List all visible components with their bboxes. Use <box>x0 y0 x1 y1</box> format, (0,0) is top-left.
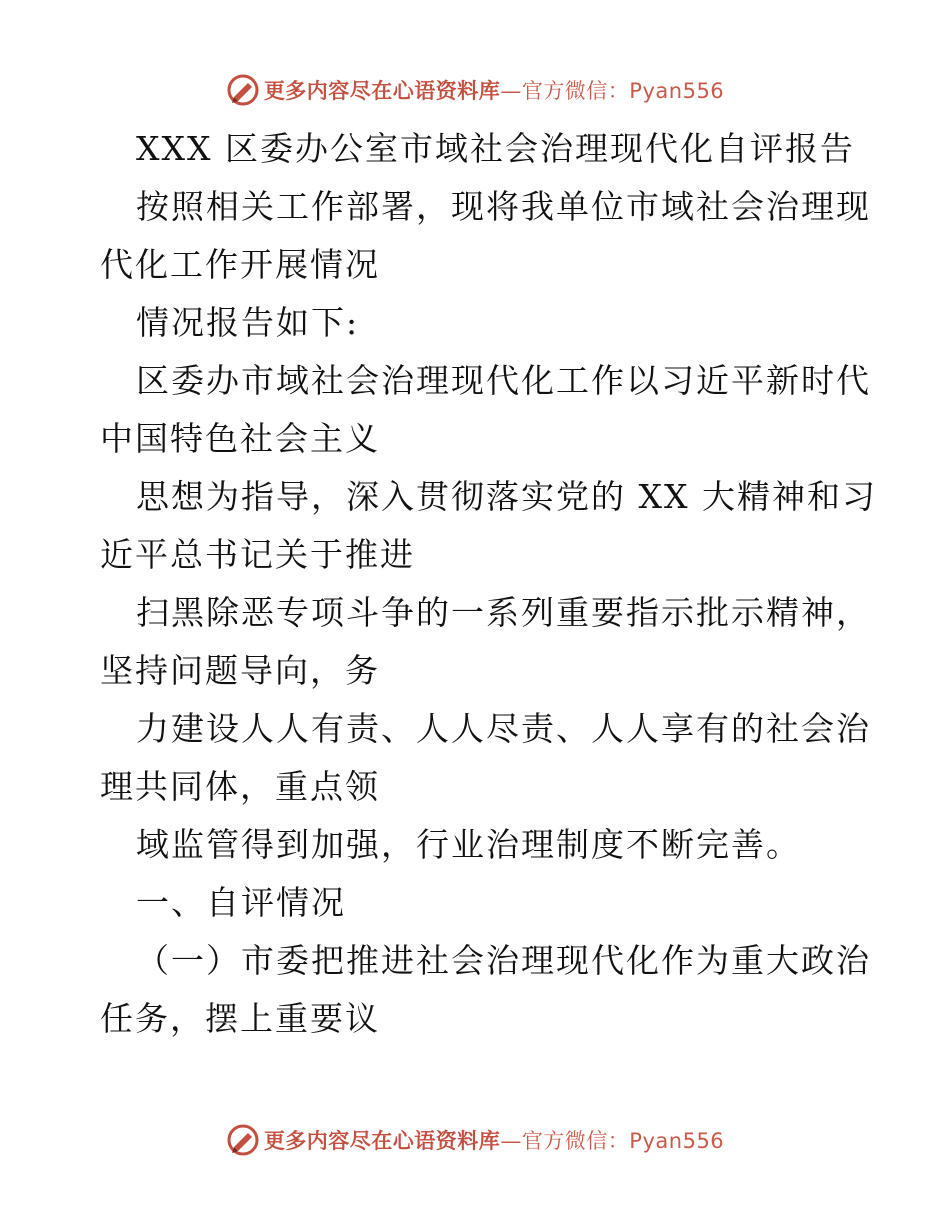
paragraph-line: 近平总书记关于推进 <box>100 535 415 574</box>
watermark-text <box>264 75 724 105</box>
paragraph-line: 力建设人人有责、人人尽责、人人享有的社会治 <box>136 709 871 748</box>
paragraph-line: 情况报告如下: <box>136 303 360 342</box>
paragraph-line: 坚持问题导向，务 <box>100 651 380 690</box>
watermark-separator: — <box>500 1129 522 1153</box>
paragraph-line: 中国特色社会主义 <box>100 419 380 458</box>
paragraph-line: 思想为指导，深入贯彻落实党的 XX 大精神和习 <box>136 477 877 516</box>
footer-watermark-banner <box>0 1120 950 1160</box>
paragraph-line: 域监管得到加强，行业治理制度不断完善。 <box>136 825 801 864</box>
watermark-main-text: 更多内容尽在心语资料库 <box>263 1129 501 1153</box>
pen-logo-icon <box>226 1123 260 1157</box>
paragraph-line: 区委办市域社会治理现代化工作以习近平新时代 <box>136 361 871 400</box>
subsection-line: （一）市委把推进社会治理现代化作为重大政治 <box>136 941 871 980</box>
paragraph-line: 任务，摆上重要议 <box>100 999 380 1038</box>
watermark-wechat-text: 官方微信：Pyan556 <box>521 1129 725 1153</box>
document-title: XXX 区委办公室市域社会治理现代化自评报告 <box>136 129 855 168</box>
paragraph-line: 按照相关工作部署，现将我单位市域社会治理现 <box>136 187 871 226</box>
watermark-separator: — <box>500 79 522 103</box>
paragraph-line: 理共同体，重点领 <box>100 767 380 806</box>
document-body <box>100 120 877 1048</box>
watermark-main-text: 更多内容尽在心语资料库 <box>263 79 501 103</box>
paragraph-line: 扫黑除恶专项斗争的一系列重要指示批示精神， <box>136 593 871 632</box>
watermark-text <box>264 1125 724 1155</box>
paragraph-line: 代化工作开展情况 <box>100 245 380 284</box>
header-watermark-banner <box>0 70 950 110</box>
section-heading: 一、自评情况 <box>136 883 346 922</box>
watermark-wechat-text: 官方微信：Pyan556 <box>521 79 725 103</box>
pen-logo-icon <box>226 73 260 107</box>
